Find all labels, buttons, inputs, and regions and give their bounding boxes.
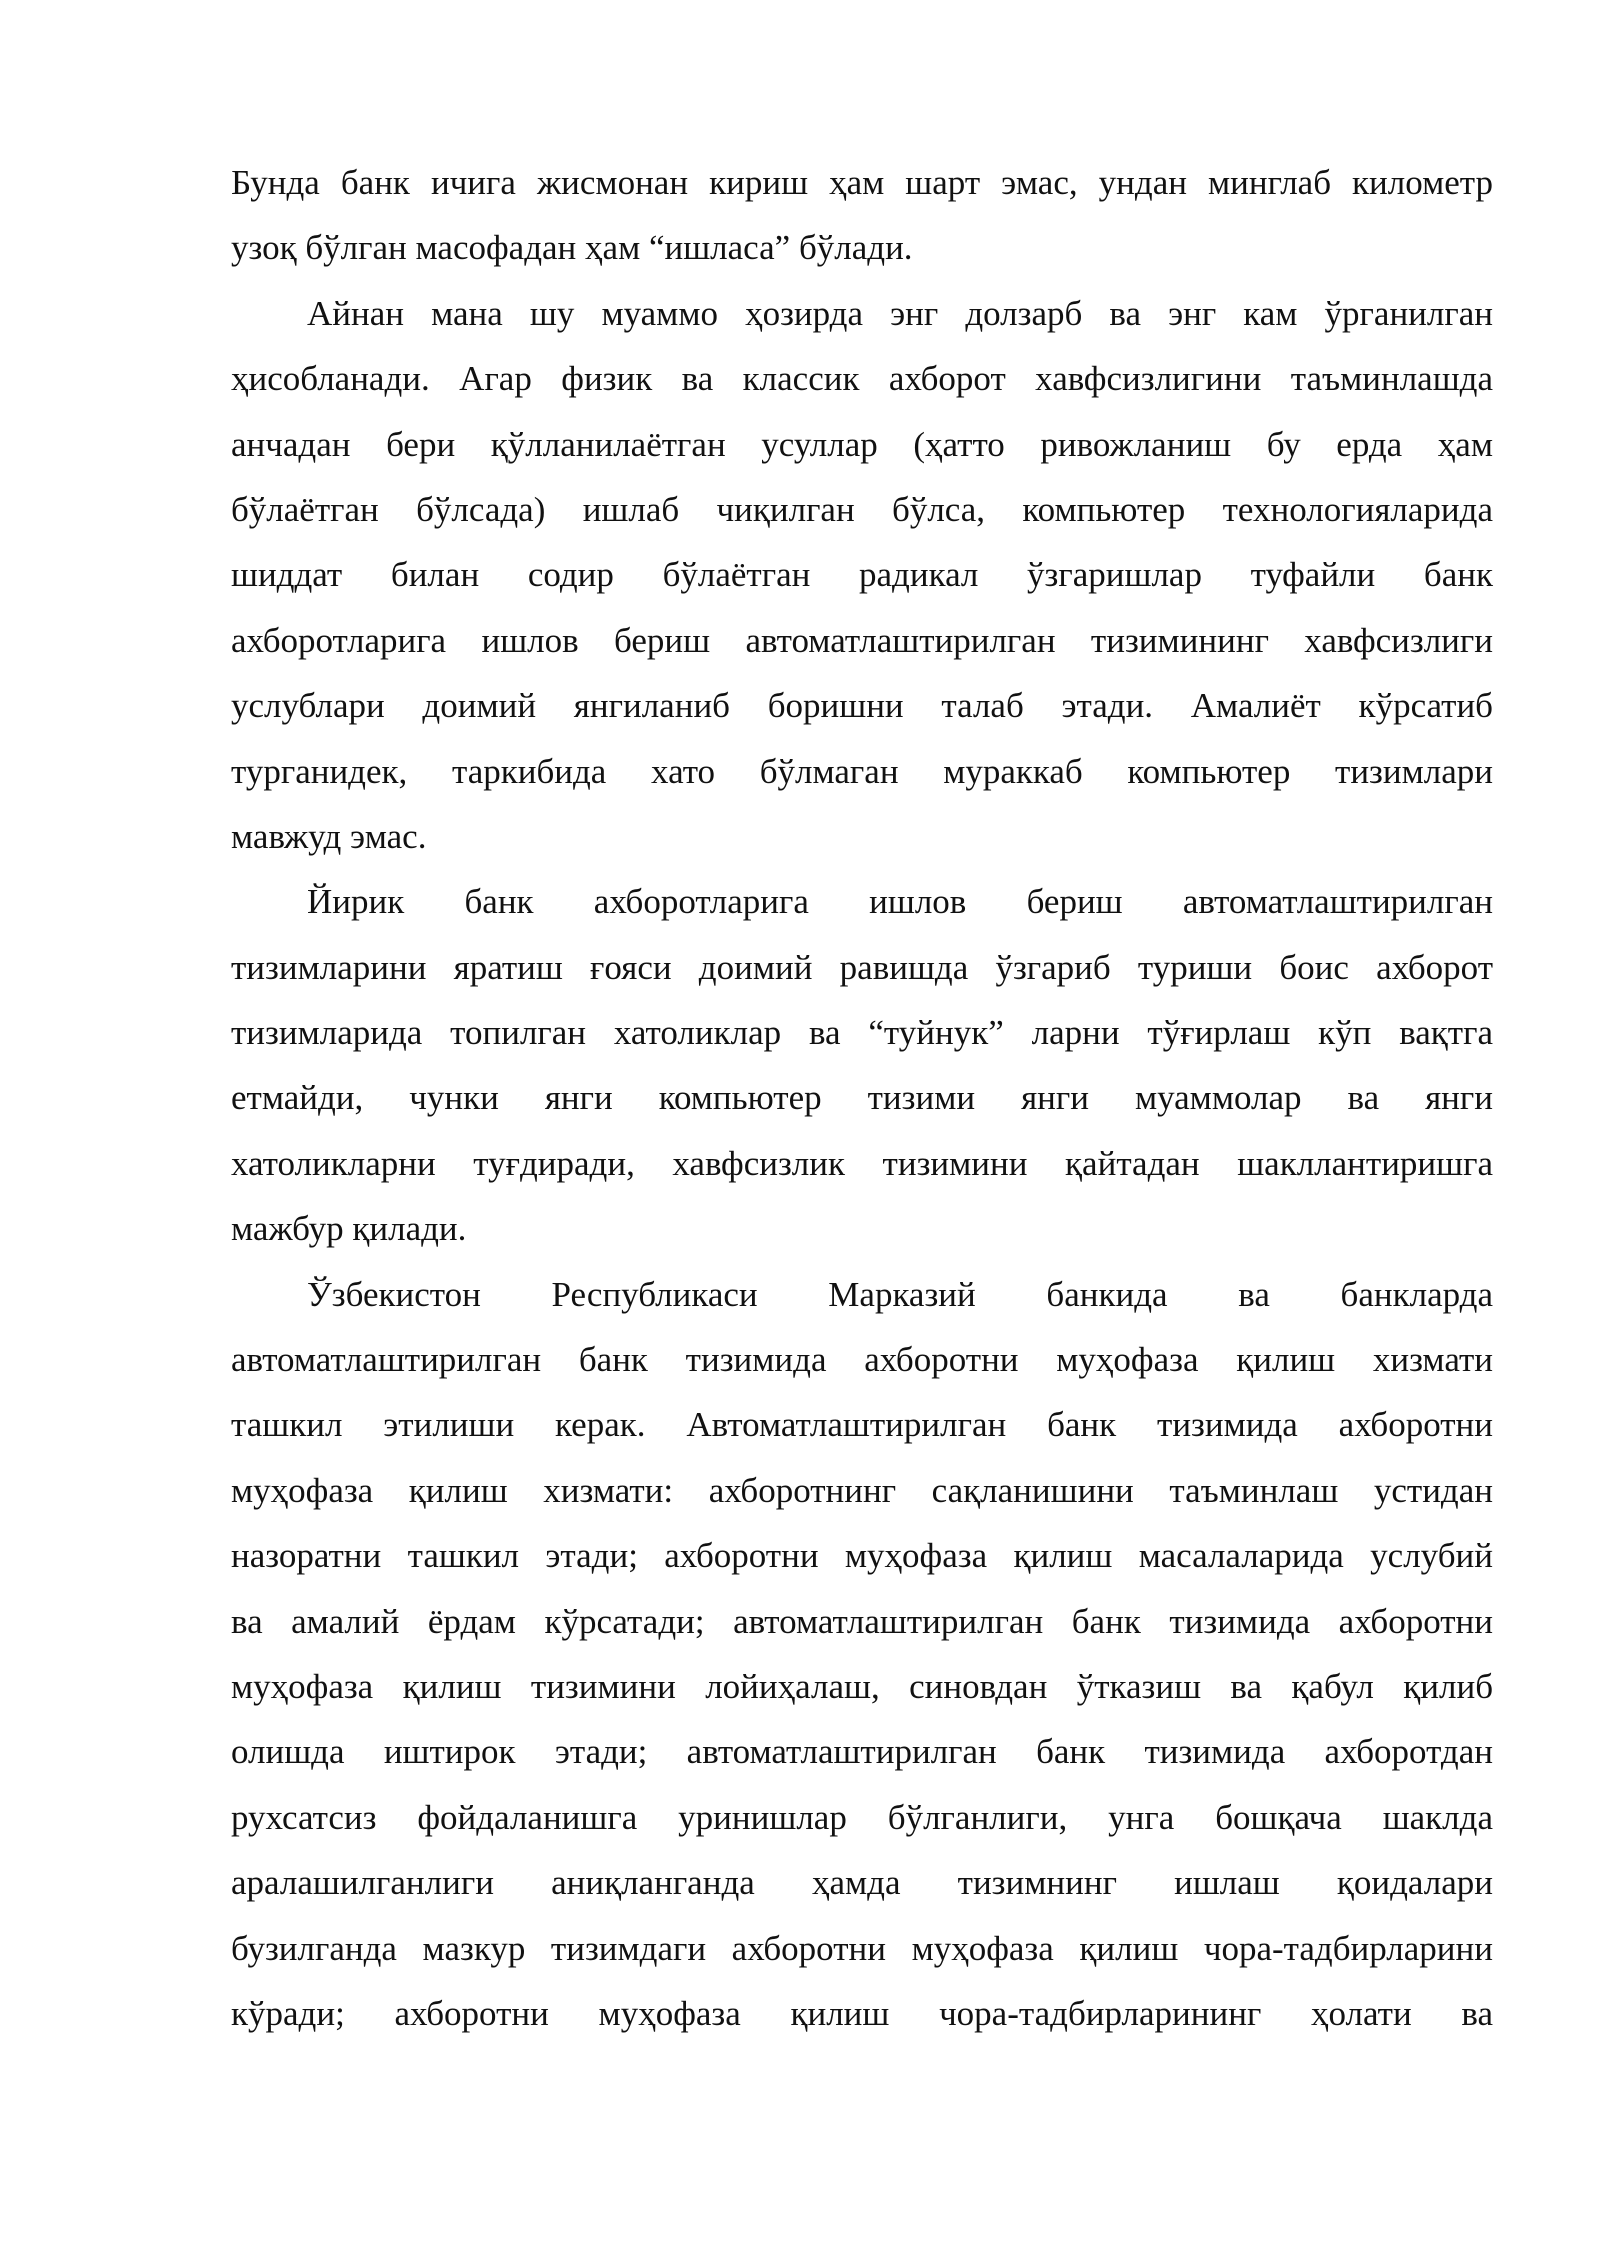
text-line: автоматлаштирилган банк тизимида ахборотни муҳофаза қилиш хизмати [231, 1340, 1493, 1380]
text-line: тизимларини яратиш ғояси доимий равишда ўзгариб туриши боис ахборот [231, 947, 1493, 987]
text-line: рухсатсиз фойдаланишга уринишлар бўлганлиги, унга бошқача шаклда [231, 1797, 1493, 1837]
text-line: назоратни ташкил этади; ахборотни муҳофаза қилиш масалаларида услубий [231, 1536, 1493, 1576]
text-line: Ўзбекистон Республикаси Марказий банкида ва банкларда [307, 1274, 1493, 1314]
text-line: тизимларида топилган хатоликлар ва “туйнук” ларни тўғирлаш кўп вақтга [231, 1013, 1493, 1053]
text-line: ҳисобланади. Агар физик ва классик ахборот хавфсизлигини таъминлашда [231, 359, 1493, 399]
text-line: узоқ бўлган масофадан ҳам “ишласа” бўлади. [231, 228, 913, 268]
text-line: аралашилганлиги аниқланганда ҳамда тизимнинг ишлаш қоидалари [231, 1863, 1493, 1903]
text-line: Бунда банк ичига жисмонан кириш ҳам шарт эмас, ундан минглаб километр [231, 163, 1493, 202]
text-line: Йирик банк ахборотларига ишлов бериш автоматлаштирилган [307, 882, 1493, 922]
text-line: турганидек, таркибида хато бўлмаган мураккаб компьютер тизимлари [231, 751, 1493, 791]
text-line: услублари доимий янгиланиб боришни талаб этади. Амалиёт кўрсатиб [231, 686, 1493, 726]
text-line: муҳофаза қилиш хизмати: ахборотнинг сақланишини таъминлаш устидан [231, 1470, 1493, 1510]
text-line: бузилганда мазкур тизимдаги ахборотни муҳофаза қилиш чора-тадбирларини [231, 1928, 1493, 1968]
text-line: етмайди, чунки янги компьютер тизими янги муаммолар ва янги [231, 1078, 1493, 1118]
paragraph [231, 869, 1493, 1261]
text-line: ва амалий ёрдам кўрсатади; автоматлаштирилган банк тизимида ахборотни [231, 1601, 1493, 1641]
text-line: мажбур қилади. [231, 1209, 467, 1249]
text-line: Айнан мана шу муаммо ҳозирда энг долзарб ва энг кам ўрганилган [307, 293, 1493, 333]
text-line: ахборотларига ишлов бериш автоматлаштирилган тизимининг хавфсизлиги [231, 620, 1493, 660]
paragraph [231, 281, 1493, 870]
body-text [231, 150, 1493, 2046]
text-line: хатоликларни туғдиради, хавфсизлик тизимини қайтадан шакллантиришга [231, 1143, 1493, 1183]
text-line: олишда иштирок этади; автоматлаштирилган банк тизимида ахборотдан [231, 1732, 1493, 1772]
text-line: анчадан бери қўлланилаётган усуллар (ҳатто ривожланиш бу ерда ҳам [231, 424, 1493, 464]
paragraph [231, 1262, 1493, 2047]
text-line: бўлаётган бўлсада) ишлаб чиқилган бўлса, компьютер технологияларида [231, 489, 1493, 529]
paragraph [231, 150, 1493, 281]
text-line: муҳофаза қилиш тизимини лойиҳалаш, синовдан ўтказиш ва қабул қилиб [231, 1666, 1493, 1706]
text-line: ташкил этилиши керак. Автоматлаштирилган банк тизимида ахборотни [231, 1405, 1493, 1445]
text-line: шиддат билан содир бўлаётган радикал ўзгаришлар туфайли банк [231, 555, 1493, 595]
text-line: мавжуд эмас. [231, 816, 427, 856]
text-line: кўради; ахборотни муҳофаза қилиш чора-тадбирларининг ҳолати ва [231, 1993, 1493, 2033]
